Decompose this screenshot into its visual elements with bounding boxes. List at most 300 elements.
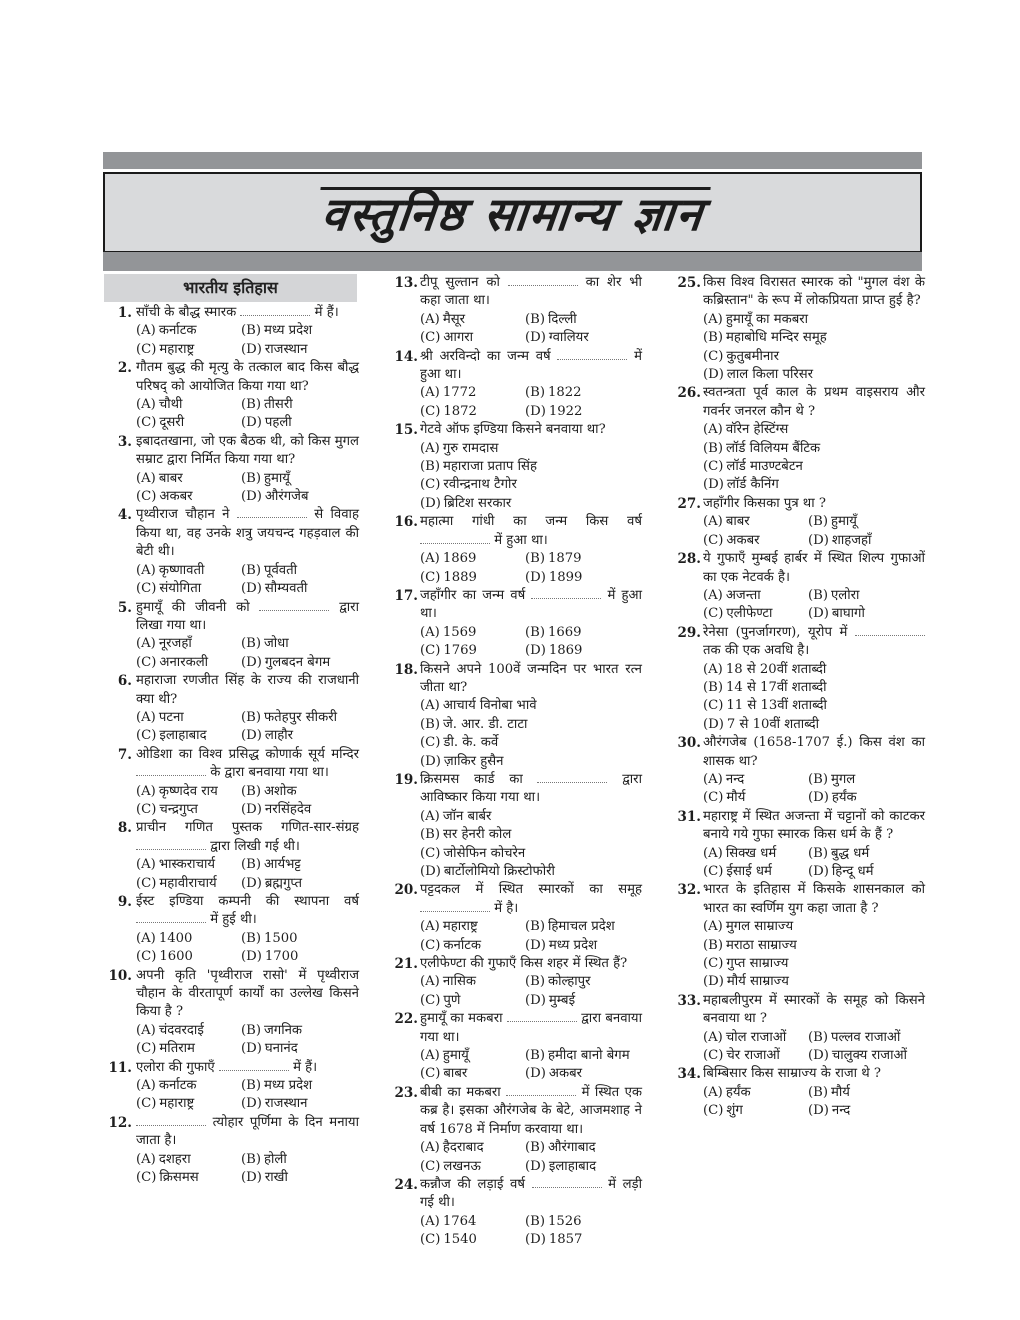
option-label: (D) [525, 992, 546, 1008]
option-label: (C) [136, 1170, 157, 1186]
option-label: (B) [241, 1022, 261, 1038]
option [703, 771, 808, 789]
question-text [136, 746, 359, 783]
option-label: (C) [420, 735, 441, 751]
options [420, 311, 642, 348]
fill-blank [507, 1012, 577, 1022]
option-text: जोधा [263, 636, 289, 652]
option [136, 1040, 241, 1058]
option-label: (C) [136, 1041, 157, 1057]
option-text: आचार्य विनोबा भावे [442, 698, 537, 714]
question-text-before: जहाँगीर किसका पुत्र था ? [703, 495, 826, 511]
options [136, 470, 359, 507]
question-text-before: गौतम बुद्ध की मृत्यु के तत्काल बाद किस बौद्ध परिषद् को आयोजित किया गया था? [136, 360, 359, 394]
question-text-after: में लड़ी गई थी। [420, 1176, 642, 1211]
question-text [703, 734, 925, 771]
option-text: 7 से 10वीं शताब्दी [726, 716, 819, 732]
option-label: (D) [420, 495, 441, 511]
option-label: (D) [703, 974, 724, 990]
option-label: (B) [241, 323, 261, 339]
options [703, 845, 925, 882]
question-text [703, 1065, 925, 1083]
option [136, 948, 241, 966]
fill-blank [420, 534, 490, 544]
option-label: (C) [703, 1103, 724, 1119]
question-text-before: पृथ्वीराज चौहान ने [136, 507, 230, 523]
options [420, 918, 642, 955]
option-label: (C) [420, 1158, 441, 1174]
option-text: महाराष्ट्र [159, 341, 195, 357]
question-text-after: तक की एक अवधि है। [703, 643, 810, 659]
option [420, 384, 525, 402]
options [136, 396, 359, 433]
options [420, 973, 642, 1010]
fill-blank [532, 1178, 602, 1188]
question-text [136, 819, 359, 856]
option [241, 1040, 359, 1058]
option-label: (C) [420, 330, 441, 346]
option [241, 709, 359, 727]
option-label: (C) [703, 956, 724, 972]
question-number: 30. [677, 735, 701, 752]
option-label: (C) [136, 728, 157, 744]
question-number: 32. [677, 882, 701, 899]
option [136, 1077, 241, 1095]
option-label: (D) [808, 790, 829, 806]
option [525, 550, 642, 568]
question-number: 8. [117, 820, 132, 837]
option-text: हर्यंक [831, 790, 857, 806]
option [420, 918, 525, 936]
question-text [136, 1059, 359, 1077]
option-text: जे. आर. डी. टाटा [442, 716, 528, 732]
option-label: (A) [136, 470, 156, 486]
option-text: हिमाचल प्रदेश [547, 919, 615, 935]
option [525, 1231, 642, 1249]
option [703, 421, 925, 439]
option-text: नरसिंहदेव [264, 801, 312, 817]
question-number: 1. [117, 305, 132, 321]
question-text-after: में स्थित एक कब्र है। इसका औरंगजेब के बेटे, आजमशाह ने वर्ष 1678 में निर्माण करवाया था। [420, 1084, 642, 1137]
option [525, 403, 642, 421]
option-label: (B) [525, 1140, 545, 1156]
options [420, 808, 642, 882]
question-text [420, 587, 642, 624]
question-text-before: प्राचीन गणित पुस्तक गणित-सार-संग्रह [136, 820, 359, 836]
question-text-after: द्वारा लिखा गया था। [136, 599, 359, 633]
fill-blank [259, 601, 329, 611]
column-1 [104, 274, 359, 1188]
option-text: मैसूर [442, 311, 466, 327]
option-label: (A) [420, 624, 440, 640]
question-text-before: जहाँगीर का जन्म वर्ष [420, 587, 526, 603]
option-text: कृष्णावती [158, 562, 205, 578]
option [420, 826, 642, 844]
question-number: 20. [394, 882, 418, 899]
page-title: वस्तुनिष्ठ सामान्य ज्ञान [315, 187, 710, 238]
question-text-after: में हुई थी। [210, 912, 257, 928]
question-text-after: में हैं। [293, 1059, 318, 1075]
option-text: लाल किला परिसर [726, 367, 814, 383]
options [703, 1029, 925, 1066]
question-text [420, 348, 642, 385]
option [241, 1169, 359, 1187]
option-text: जगनिक [263, 1022, 303, 1038]
fill-blank [136, 1116, 206, 1126]
question [390, 1176, 642, 1250]
question-number: 18. [394, 661, 418, 678]
option-text: ज़ाकिर हुसैन [443, 753, 504, 769]
question-text [136, 967, 359, 1022]
option-label: (B) [420, 459, 440, 475]
option-text: राजस्थान [264, 1096, 308, 1112]
option-text: हुमायूँ का मकबरा [725, 311, 809, 327]
option-label: (B) [241, 709, 261, 725]
option-text: कुतुबमीनार [726, 348, 779, 364]
question-text [136, 893, 359, 930]
option [703, 311, 925, 329]
option [420, 697, 642, 715]
question-text-before: बीबी का मकबरा [420, 1084, 501, 1100]
option-text: बुद्ध धर्म [830, 845, 870, 861]
question-number: 17. [394, 587, 418, 604]
fill-blank [219, 1061, 289, 1071]
option [136, 1151, 241, 1169]
option [703, 1084, 808, 1102]
option-text: मध्य प्रदेश [548, 937, 598, 953]
option-label: (D) [241, 1096, 262, 1112]
question-text-before: रेनेसा (पुनर्जागरण), यूरोप में [703, 624, 848, 640]
option [703, 1029, 808, 1047]
question-text-before: पट्टदकल में स्थित स्मारकों का समूह [420, 882, 642, 898]
question-number: 26. [677, 385, 701, 402]
option-text: 1869 [442, 551, 477, 567]
option-text: औरंगाबाद [547, 1140, 596, 1156]
option [703, 918, 925, 936]
option-label: (C) [703, 698, 724, 714]
option-label: (D) [525, 403, 546, 419]
option-label: (A) [136, 1151, 156, 1167]
option-text: दूसरी [159, 415, 185, 431]
fill-blank [855, 626, 925, 636]
question [673, 624, 925, 734]
option-text: बाघागो [831, 606, 865, 622]
option [136, 709, 241, 727]
question-text-before: औरंगजेब (1658-1707 ई.) किस वंश का शासक था? [703, 735, 925, 769]
question [104, 433, 359, 507]
options [703, 311, 925, 385]
question [104, 304, 359, 359]
option-label: (B) [808, 1084, 828, 1100]
question-number: 23. [394, 1084, 418, 1101]
option [136, 801, 241, 819]
question-text-after: में हुआ था। [420, 587, 642, 622]
option-text: कोल्हापुर [547, 974, 591, 990]
fill-blank [537, 773, 607, 783]
option-text: महाराष्ट्र [442, 919, 478, 935]
option [420, 863, 642, 881]
option-label: (A) [703, 919, 723, 935]
option [420, 1139, 525, 1157]
option [136, 396, 241, 414]
option-text: कर्नाटक [158, 323, 197, 339]
question-number: 24. [394, 1176, 418, 1193]
question-text-before: बिम्बिसार किस साम्राज्य के राजा थे ? [703, 1066, 881, 1082]
option-text: मध्य प्रदेश [263, 323, 313, 339]
option [420, 329, 525, 347]
question [673, 384, 925, 494]
option [420, 1158, 525, 1176]
option-label: (A) [703, 1084, 723, 1100]
options [703, 421, 925, 495]
options [136, 930, 359, 967]
option-label: (D) [808, 864, 829, 879]
question-number: 5. [117, 599, 132, 616]
question-text-before: महात्मा गांधी का जन्म किस वर्ष [420, 514, 642, 530]
option [808, 845, 925, 863]
option [241, 654, 359, 672]
option-label: (B) [241, 397, 261, 413]
option-label: (C) [136, 581, 157, 597]
option-text: नासिक [442, 974, 477, 990]
option-text: भास्कराचार्य [158, 857, 216, 873]
option [703, 973, 925, 991]
option-label: (D) [241, 415, 262, 431]
question-text-before: महाबलीपुरम में स्मारकों के समूह को किसने बनवाया था ? [703, 992, 925, 1027]
options [136, 635, 359, 672]
option-text: हुमायूँ [830, 514, 857, 530]
option-label: (A) [136, 1078, 156, 1094]
option [420, 845, 642, 863]
option [136, 414, 241, 432]
option-label: (B) [241, 783, 261, 799]
option [241, 856, 359, 874]
option [420, 973, 525, 991]
option-text: बाबर [443, 1066, 468, 1082]
option-text: 14 से 17वीं शताब्दी [725, 679, 827, 695]
option-label: (D) [525, 569, 546, 585]
option-text: ब्रह्मगुप्त [264, 875, 302, 891]
question-text [420, 661, 642, 698]
question-text-before: किसने अपने 100वें जन्मदिन पर भारत रत्न जीता था? [420, 661, 642, 695]
option-label: (A) [136, 562, 156, 578]
option [420, 716, 642, 734]
option-text: लॉर्ड माउण्टबेटन [726, 459, 803, 475]
option-text: आगरा [443, 330, 474, 346]
title-box [103, 172, 922, 253]
question-text [420, 421, 642, 439]
option-text: 1869 [548, 643, 583, 659]
question-text [703, 495, 925, 513]
options [703, 587, 925, 624]
option-label: (A) [420, 1140, 440, 1156]
option [420, 624, 525, 642]
option [136, 930, 241, 948]
option-label: (B) [525, 551, 545, 567]
question-text-before: ईस्ट इण्डिया कम्पनी की स्थापना वर्ष [136, 894, 359, 909]
option-label: (A) [420, 311, 440, 327]
option-label: (A) [703, 422, 723, 438]
option-label: (B) [808, 771, 828, 787]
question [390, 771, 642, 881]
option-text: नन्द [725, 771, 745, 787]
question-text-before: हुमायूँ की जीवनी को [136, 599, 250, 615]
option [420, 476, 642, 494]
question-number: 9. [117, 894, 132, 910]
option [808, 1029, 925, 1047]
option-text: पुणे [443, 992, 461, 1008]
question [390, 1010, 642, 1084]
question [104, 506, 359, 598]
option-text: गुरु रामदास [442, 440, 499, 456]
option-text: डी. के. कर्वे [443, 735, 499, 751]
option [420, 753, 642, 771]
option [420, 458, 642, 476]
option-label: (B) [525, 385, 545, 401]
option-label: (A) [703, 587, 723, 603]
option [525, 1213, 642, 1231]
question-number: 13. [394, 275, 418, 291]
option [525, 642, 642, 660]
question-text [136, 304, 359, 322]
option-text: हैदराबाद [442, 1140, 484, 1156]
option-label: (B) [808, 587, 828, 603]
option-text: 1540 [443, 1232, 477, 1248]
option-text: इलाहाबाद [159, 728, 207, 744]
option-label: (C) [703, 864, 724, 879]
question [104, 359, 359, 433]
option [420, 937, 525, 955]
question-number: 10. [108, 967, 132, 984]
option-label: (C) [703, 606, 724, 622]
option-text: अनारकली [159, 654, 209, 670]
question-number: 34. [677, 1066, 701, 1083]
option [136, 1022, 241, 1040]
option-label: (A) [136, 857, 156, 873]
option-label: (B) [241, 857, 261, 873]
option [136, 470, 241, 488]
option [808, 789, 925, 807]
question-number: 2. [117, 360, 132, 377]
option [703, 1047, 808, 1065]
option [241, 396, 359, 414]
option-label: (A) [420, 440, 440, 456]
option-label: (C) [420, 845, 441, 861]
option-text: 18 से 20वीं शताब्दी [725, 661, 827, 677]
fill-blank [531, 589, 601, 599]
option [241, 562, 359, 580]
option-text: महावीराचार्य [159, 875, 217, 891]
option-label: (B) [808, 514, 828, 530]
option [808, 605, 925, 623]
option [241, 580, 359, 598]
option-text: महाबोधि मन्दिर समूह [725, 330, 827, 346]
option-text: ग्वालियर [548, 330, 589, 346]
option-label: (C) [420, 1232, 441, 1248]
fill-blank [136, 766, 206, 776]
option-text: क्रिसमस [159, 1170, 199, 1186]
question [673, 808, 925, 882]
option [136, 1095, 241, 1113]
option-label: (A) [136, 930, 156, 946]
option-label: (A) [703, 661, 723, 677]
option-text: बाबर [158, 470, 183, 486]
option [136, 654, 241, 672]
option-label: (D) [525, 330, 546, 346]
option [420, 495, 642, 513]
option [420, 1231, 525, 1249]
option-text: तीसरी [263, 397, 293, 413]
question [104, 967, 359, 1059]
option-label: (C) [703, 532, 724, 548]
options [136, 1077, 359, 1114]
options [420, 697, 642, 771]
option-label: (C) [136, 875, 157, 891]
question-number: 14. [394, 348, 418, 365]
option [808, 1084, 925, 1102]
question-text-before: महाराजा रणजीत सिंह के राज्य की राजधानी क्या थी? [136, 673, 359, 707]
option-text: चन्द्रगुप्त [159, 801, 198, 817]
option-label: (D) [420, 753, 441, 769]
question-text [420, 771, 642, 808]
question [673, 992, 925, 1066]
question-number: 29. [677, 624, 701, 641]
question-text [703, 274, 925, 311]
question-text [420, 513, 642, 550]
option [241, 801, 359, 819]
option-text: रवीन्द्रनाथ टैगोर [443, 477, 517, 493]
option-label: (D) [808, 606, 829, 622]
option-text: वॉरेन हेस्टिंग्स [725, 422, 789, 438]
option [703, 937, 925, 955]
option-text: मुगल [830, 771, 856, 787]
option-label: (A) [420, 698, 440, 714]
question-text-before: भारत के इतिहास में किसके शासनकाल को भारत का स्वर्णिम युग कहा जाता है ? [703, 882, 925, 916]
option-text: हर्यंक [725, 1084, 751, 1100]
option-label: (A) [703, 771, 723, 787]
option-text: फतेहपुर सीकरी [263, 709, 338, 725]
option [703, 458, 925, 476]
section-heading: भारतीय इतिहास [104, 274, 357, 302]
question-text-before: एलोरा की गुफाएँ [136, 1059, 215, 1075]
option-label: (C) [420, 403, 441, 419]
options [136, 1022, 359, 1059]
option [525, 384, 642, 402]
option-label: (B) [525, 624, 545, 640]
options [703, 918, 925, 992]
question [390, 1084, 642, 1176]
options [136, 856, 359, 893]
option [136, 322, 241, 340]
option [241, 1095, 359, 1113]
option-label: (D) [525, 1066, 546, 1082]
option [241, 1022, 359, 1040]
question-number: 28. [677, 551, 701, 568]
option [420, 569, 525, 587]
question-text [703, 624, 925, 661]
option [420, 1047, 525, 1065]
option-label: (B) [241, 636, 261, 652]
option-text: बार्टोलोमियो क्रिस्टोफोरी [443, 864, 555, 879]
option-text: दिल्ली [547, 311, 577, 327]
question [673, 274, 925, 384]
option-text: कर्नाटक [443, 937, 482, 953]
option [808, 771, 925, 789]
question [673, 1065, 925, 1120]
option-text: 1764 [442, 1213, 477, 1229]
option [525, 937, 642, 955]
question-number: 15. [394, 422, 418, 439]
